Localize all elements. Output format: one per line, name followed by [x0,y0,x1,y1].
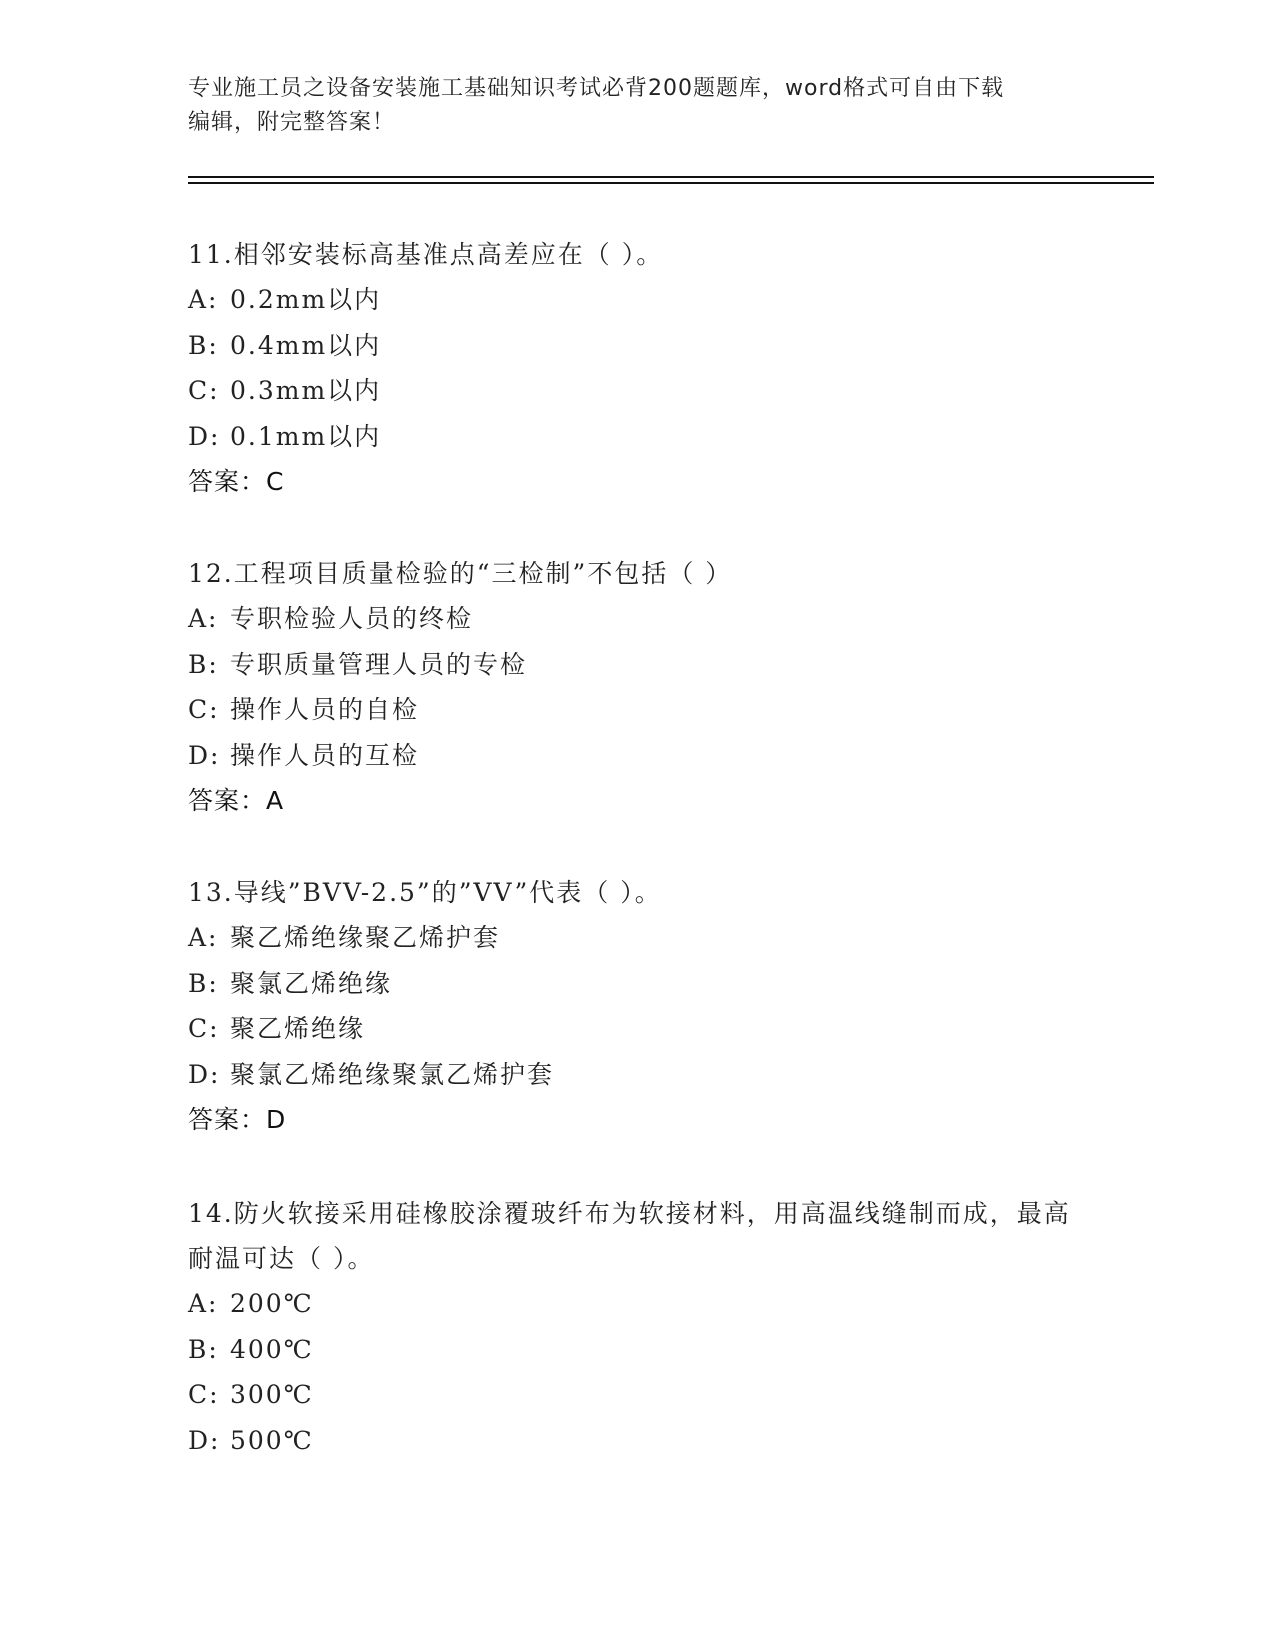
option-d [188,733,1088,779]
header-title-line-1: 专业施工员之设备安装施工基础知识考试必背200题题库，word格式可自由下载 [188,76,1005,101]
option-letter: D: [188,421,221,451]
option-d [188,1052,1088,1098]
option-c [188,687,1088,733]
option-text: 专职检验人员的终检 [230,604,474,633]
question-stem: 11.相邻安装标高基准点高差应在（ ）。 [188,240,664,269]
option-a [188,915,1088,961]
option-text: 操作人员的自检 [230,695,420,724]
option-letter: C: [188,1380,220,1409]
option-a [188,1281,1088,1327]
answer-line: 答案：A [188,786,285,815]
option-letter: D: [188,1059,221,1089]
option-b [188,323,1088,369]
option-a [188,596,1088,642]
option-text: 聚乙烯绝缘 [230,1014,366,1043]
option-text: 0.3mm以内 [230,376,382,405]
option-letter: A: [188,604,219,633]
option-letter: D: [188,1425,221,1455]
header-title-line-2: 编辑，附完整答案！ [188,110,396,135]
document-header [188,72,1088,140]
answer-line: 答案：D [188,1105,287,1134]
option-text: 400℃ [230,1334,314,1364]
option-letter: B: [188,1334,219,1364]
option-letter: B: [188,330,219,360]
question-stem: 14.防火软接采用硅橡胶涂覆玻纤布为软接材料，用高温线缝制而成，最高耐温可达（ ）。 [188,1199,1071,1273]
option-letter: A: [188,923,219,952]
question-11 [188,232,1088,504]
option-letter: C: [188,695,220,724]
option-text: 0.4mm以内 [230,330,382,360]
option-text: 聚氯乙烯绝缘 [230,968,393,998]
option-d [188,1418,1088,1464]
option-text: 聚乙烯绝缘聚乙烯护套 [230,923,501,952]
option-text: 聚氯乙烯绝缘聚氯乙烯护套 [230,1059,555,1089]
option-c [188,368,1088,414]
option-text: 200℃ [230,1289,314,1318]
header-divider-top [188,176,1154,178]
option-letter: A: [188,1289,219,1318]
option-c [188,1372,1088,1418]
question-13 [188,870,1088,1142]
option-d [188,414,1088,460]
answer-line: 答案：C [188,467,285,496]
option-letter: A: [188,285,219,314]
option-text: 0.1mm以内 [230,421,382,451]
option-letter: B: [188,968,219,998]
question-14 [188,1191,1088,1463]
option-letter: B: [188,649,219,679]
option-b [188,961,1088,1007]
option-letter: C: [188,376,220,405]
question-stem: 13.导线”BVV-2.5”的”VV”代表（ ）。 [188,878,662,907]
option-c [188,1006,1088,1052]
header-divider-bottom [188,182,1154,184]
option-b [188,1327,1088,1373]
option-a [188,277,1088,323]
question-12 [188,551,1088,823]
option-text: 0.2mm以内 [230,285,382,314]
option-letter: D: [188,740,221,770]
option-letter: C: [188,1014,220,1043]
option-text: 300℃ [230,1380,314,1409]
question-stem: 12.工程项目质量检验的“三检制”不包括（ ） [188,559,733,588]
option-text: 500℃ [230,1425,314,1455]
option-b [188,642,1088,688]
option-text: 专职质量管理人员的专检 [230,649,528,679]
option-text: 操作人员的互检 [230,740,420,770]
